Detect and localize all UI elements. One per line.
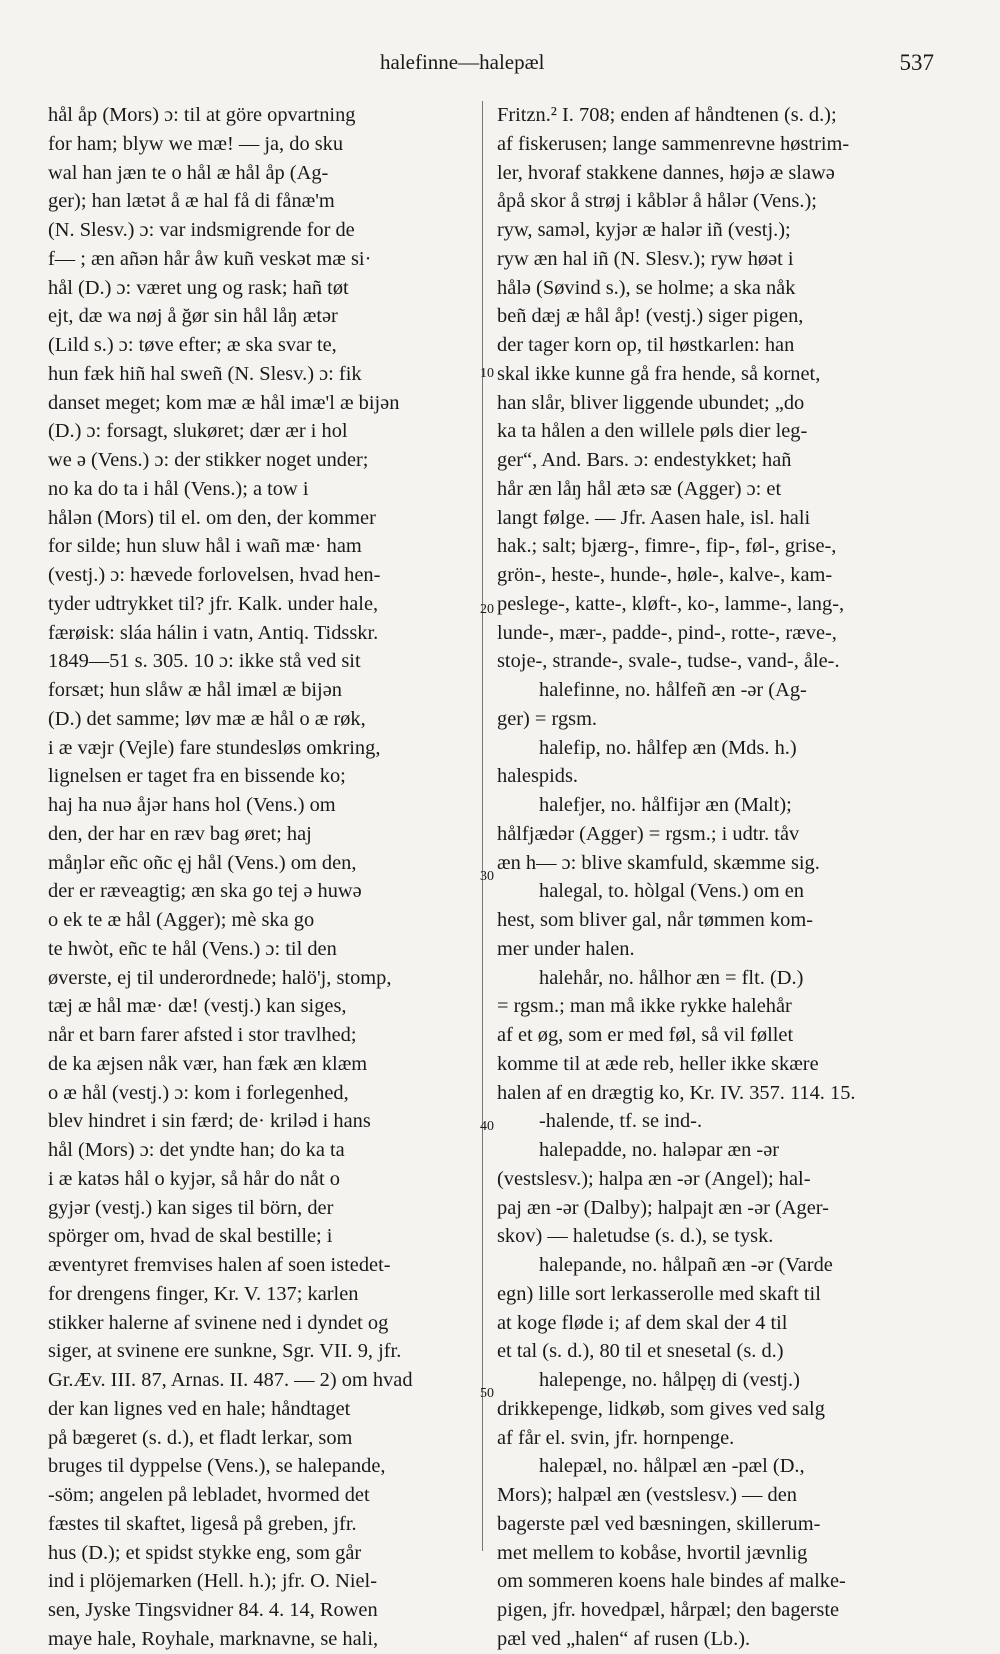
text-line: hålə (Søvind s.), se holme; a ska nåk xyxy=(497,276,796,299)
text-line: hål (D.) ɔ: været ung og rask; hañ tøt xyxy=(48,276,349,299)
text-line: halefjer, no. hålfijər æn (Malt); xyxy=(539,794,792,816)
text-line: te hwòt, eñc te hål (Vens.) ɔ: til den xyxy=(48,937,337,960)
text-line: på bægeret (s. d.), et fladt lerkar, som xyxy=(48,1426,353,1449)
text-line: hål åp (Mors) ɔ: til at göre opvartning xyxy=(48,104,356,126)
text-line: ka ta hålen a den willele pøls dier leg- xyxy=(497,420,808,443)
line-number: 10 xyxy=(480,366,494,381)
text-line: øverste, ej til underordnede; halö'j, stomp, xyxy=(48,966,392,989)
text-line: sen, Jyske Tingsvidner 84. 4. 14, Rowen xyxy=(48,1599,378,1621)
text-line: lunde-, mær-, padde-, pind-, rotte-, ræve-, xyxy=(497,621,837,644)
text-line: (N. Slesv.) ɔ: var indsmigrende for de xyxy=(48,219,355,241)
page-number: 537 xyxy=(899,50,934,75)
text-line: der tager korn op, til høstkarlen: han xyxy=(497,334,795,356)
text-line: (D.) ɔ: forsagt, slukøret; dær ær i hol xyxy=(48,420,348,443)
text-line: halehår, no. hålhor æn = flt. (D.) xyxy=(539,966,804,989)
text-line: = rgsm.; man må ikke rykke halehår xyxy=(497,995,792,1018)
text-line: skov) — haletudse (s. d.), se tysk. xyxy=(497,1225,774,1248)
text-line: (vestslesv.); halpa æn -ər (Angel); hal- xyxy=(497,1167,811,1190)
text-line: o æ hål (vestj.) ɔ: kom i forlegenhed, xyxy=(48,1081,349,1104)
right-column xyxy=(497,101,935,1654)
text-line: den, der har en ræv bag øret; haj xyxy=(48,822,312,845)
text-line: stikker halerne af svinene ned i dyndet og xyxy=(48,1311,389,1334)
text-line: færøisk: sláa hálin i vatn, Antiq. Tidsskr. xyxy=(48,621,379,644)
text-line: ger“, And. Bars. ɔ: endestykket; hañ xyxy=(497,449,792,471)
text-line: pæl ved „halen“ af rusen (Lb.). xyxy=(497,1627,751,1650)
text-line: for silde; hun sluw hål i wañ mæ· ham xyxy=(48,535,362,558)
text-line: af fiskerusen; lange sammenrevne høstrim- xyxy=(497,132,850,155)
text-line: der er ræveagtig; æn ska go tej ə huwə xyxy=(48,880,362,903)
text-line: halespids. xyxy=(497,765,578,788)
text-line: we ə (Vens.) ɔ: der stikker noget under; xyxy=(48,449,369,471)
column-divider xyxy=(482,101,483,1551)
text-line: halepande, no. hålpañ æn -ər (Varde xyxy=(539,1254,833,1276)
text-line: et tal (s. d.), 80 til et snesetal (s. d.) xyxy=(497,1340,784,1363)
text-line: met mellem to kobåse, hvortil jævnlig xyxy=(497,1541,808,1564)
text-line: hun fæk hiñ hal sweñ (N. Slesv.) ɔ: fik xyxy=(48,362,362,385)
text-line: halepæl, no. hålpæl æn -pæl (D., xyxy=(539,1455,805,1478)
text-line: fæstes til skaftet, ligeså på greben, jfr. xyxy=(48,1512,357,1535)
text-line: beñ dæj æ hål åp! (vestj.) siger pigen, xyxy=(497,305,804,328)
text-line: stoje-, strande-, svale-, tudse-, vand-, åle-. xyxy=(497,650,840,673)
text-line: no ka do ta i hål (Vens.); a tow i xyxy=(48,477,309,500)
text-line: åpå skor å strøj i kåblər å hålər (Vens.); xyxy=(497,190,817,213)
text-line: æn h— ɔ: blive skamfuld, skæmme sig. xyxy=(497,851,820,874)
text-line: peslege-, katte-, kløft-, ko-, lamme-, lang-, xyxy=(497,592,845,615)
text-line: tæj æ hål mæ· dæ! (vestj.) kan siges, xyxy=(48,995,347,1018)
text-line: egn) lille sort lerkasserolle med skaft til xyxy=(497,1282,821,1305)
text-line: når et barn farer afsted i stor travlhed; xyxy=(48,1024,357,1046)
text-line: Fritzn.² I. 708; enden af håndtenen (s. d.); xyxy=(497,104,837,126)
line-number: 20 xyxy=(480,602,494,617)
text-line: halepadde, no. haləpar æn -ər xyxy=(539,1139,780,1161)
text-line: halegal, to. hòlgal (Vens.) om en xyxy=(539,880,805,903)
text-line: gyjər (vestj.) kan siges til börn, der xyxy=(48,1196,334,1219)
text-line: Gr.Æv. III. 87, Arnas. II. 487. — 2) om hvad xyxy=(48,1369,413,1391)
text-line: ger); han lætət å æ hal få di fånæ'm xyxy=(48,190,335,213)
page-header xyxy=(0,44,1000,84)
text-line: drikkepenge, lidkøb, som gives ved salg xyxy=(497,1397,825,1420)
left-column xyxy=(48,101,472,1654)
text-line: ryw, saməl, kyjər æ halər iñ (vestj.); xyxy=(497,219,791,241)
text-line: o ek te æ hål (Agger); mè ska go xyxy=(48,909,315,931)
text-line: -halende, tf. se ind-. xyxy=(539,1110,703,1133)
line-number: 50 xyxy=(480,1386,494,1401)
text-line: grön-, heste-, hunde-, høle-, kalve-, kam- xyxy=(497,564,833,586)
text-line: spörger om, hvad de skal bestille; i xyxy=(48,1225,333,1248)
text-line: i æ væjr (Vejle) fare stundesløs omkring, xyxy=(48,736,381,759)
text-line: æventyret fremvises halen af soen istedet- xyxy=(48,1254,391,1276)
text-line: ryw æn hal iñ (N. Slesv.); ryw høət i xyxy=(497,247,794,270)
text-line: paj æn -ər (Dalby); halpajt æn -ər (Ager- xyxy=(497,1196,829,1219)
text-line: hak.; salt; bjærg-, fimre-, fip-, føl-, grise-, xyxy=(497,535,837,558)
text-line: at koge fløde i; af dem skal der 4 til xyxy=(497,1311,788,1334)
text-line: der kan lignes ved en hale; håndtaget xyxy=(48,1397,351,1420)
text-line: halefip, no. hålfep æn (Mds. h.) xyxy=(539,736,797,759)
text-line: blev hindret i sin færd; de· kriləd i hans xyxy=(48,1110,371,1133)
text-line: (Lild s.) ɔ: tøve efter; æ ska svar te, xyxy=(48,334,337,356)
text-line: pigen, jfr. hovedpæl, hårpæl; den bagerste xyxy=(497,1599,840,1621)
text-line: siger, at svinene ere sunkne, Sgr. VII. 9, jfr. xyxy=(48,1340,402,1363)
text-line: halepenge, no. hålpęŋ di (vestj.) xyxy=(539,1369,800,1391)
text-line: bruges til dyppelse (Vens.), se halepande, xyxy=(48,1455,386,1478)
text-line: -söm; angelen på lebladet, hvormed det xyxy=(48,1484,370,1506)
text-line: danset meget; kom mæ æ hål imæ'l æ bijən xyxy=(48,391,400,414)
text-line: halen af en drægtig ko, Kr. IV. 357. 114. 15. xyxy=(497,1081,856,1104)
text-line: tyder udtrykket til? jfr. Kalk. under hale, xyxy=(48,592,379,615)
line-number: 30 xyxy=(480,869,494,884)
text-line: (vestj.) ɔ: hævede forlovelsen, hvad hen- xyxy=(48,564,381,586)
text-line: halefinne, no. hålfeñ æn -ər (Ag- xyxy=(539,679,807,701)
text-line: hål (Mors) ɔ: det yndte han; do ka ta xyxy=(48,1139,345,1161)
text-line: Mors); halpæl æn (vestslesv.) — den xyxy=(497,1484,797,1506)
text-line: ind i plöjemarken (Hell. h.); jfr. O. Niel- xyxy=(48,1570,377,1593)
text-line: af får el. svin, jfr. hornpenge. xyxy=(497,1426,735,1449)
text-line: hår æn låŋ hål ætə sæ (Agger) ɔ: et xyxy=(497,477,782,500)
text-line: 1849—51 s. 305. 10 ɔ: ikke stå ved sit xyxy=(48,650,361,673)
text-line: forsæt; hun slåw æ hål imæl æ bijən xyxy=(48,679,342,701)
line-number: 40 xyxy=(480,1119,494,1134)
running-head: halefinne—halepæl xyxy=(380,50,545,74)
text-line: de ka æjsen nåk vær, han fæk æn klæm xyxy=(48,1052,368,1075)
text-line: måŋlər eñc oñc ęj hål (Vens.) om den, xyxy=(48,851,357,874)
text-line: ger) = rgsm. xyxy=(497,707,598,730)
text-line: i æ katəs hål o kyjər, så hår do nåt o xyxy=(48,1167,340,1190)
text-line: om sommeren koens hale bindes af malke- xyxy=(497,1570,846,1593)
text-line: haj ha nuə åjər hans hol (Vens.) om xyxy=(48,794,336,816)
text-line: han slår, bliver liggende ubundet; „do xyxy=(497,391,805,414)
text-line: skal ikke kunne gå fra hende, så kornet, xyxy=(497,362,821,385)
text-line: hest, som bliver gal, når tømmen kom- xyxy=(497,909,813,931)
text-line: for drengens finger, Kr. V. 137; karlen xyxy=(48,1282,359,1305)
text-line: wal han jæn te o hål æ hål åp (Ag- xyxy=(48,161,329,184)
text-line: hålən (Mors) til el. om den, der kommer xyxy=(48,506,376,529)
text-line: mer under halen. xyxy=(497,937,635,960)
text-line: f— ; æn añən hår åw kuñ veskət mæ si· xyxy=(48,247,372,270)
text-line: (D.) det samme; løv mæ æ hål o æ røk, xyxy=(48,707,366,730)
text-line: for ham; blyw we mæ! — ja, do sku xyxy=(48,132,344,155)
text-line: hus (D.); et spidst stykke eng, som går xyxy=(48,1541,362,1564)
text-line: bagerste pæl ved bæsningen, skillerum- xyxy=(497,1512,821,1535)
text-line: komme til at æde reb, heller ikke skære xyxy=(497,1052,819,1075)
text-line: af et øg, som er med føl, så vil føllet xyxy=(497,1024,794,1046)
text-line: lignelsen er taget fra en bissende ko; xyxy=(48,765,346,788)
text-line: ejt, dæ wa nøj å ğør sin hål låŋ ætər xyxy=(48,305,338,328)
text-line: langt følge. — Jfr. Aasen hale, isl. hali xyxy=(497,506,811,529)
text-line: maye hale, Royhale, marknavne, se hali, xyxy=(48,1627,379,1650)
text-line: ler, hvoraf stakkene dannes, højə æ slawə xyxy=(497,161,835,184)
text-line: hålfjædər (Agger) = rgsm.; i udtr. tåv xyxy=(497,822,800,845)
